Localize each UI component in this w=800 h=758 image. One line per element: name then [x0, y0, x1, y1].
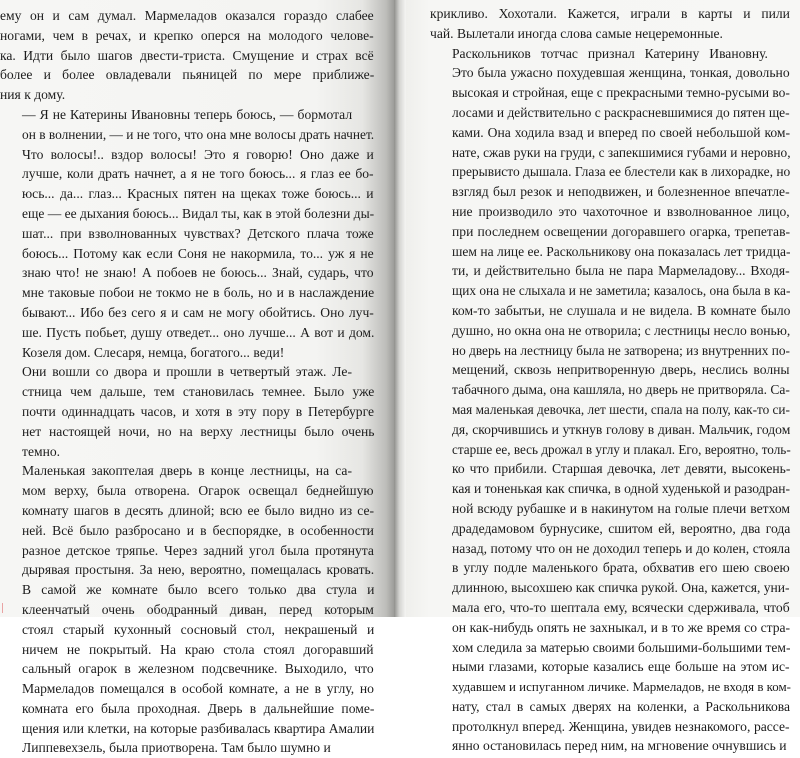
text-line: шем на лице ее. Раскольникову она показалась лет тридца- [452, 243, 791, 259]
text-line: шат... при взволнованных чувствах? Детского плача тоже [22, 225, 374, 241]
text-line: — Я не Катерины Ивановны теперь боюсь, — бормотал [22, 106, 353, 122]
text-line: разное детское тряпье. Через задний угол была протянута [22, 542, 374, 558]
text-line: мала его, что-то шептала ему, всячески сдерживала, чтоб [452, 599, 790, 615]
text-line: сальный огарок в железном подсвечнике. Выходило, что [22, 661, 374, 677]
text-line: ка. Идти было шагов двести-триста. Смущение и страх всё [0, 47, 374, 63]
text-line: юсь... да... глаз... Красных пятен на щеках тоже боюсь... и [22, 186, 374, 202]
text-line: ней. Всё было разбросано и в беспорядке, в особенности [22, 522, 374, 538]
text-line: прерывисто дышала. Глаза ее блестели как в лихорадке, но [452, 164, 791, 180]
text-line: мещений, сквозь непритворенную дверь, неслись волны [452, 362, 790, 378]
text-line: В самой же комнате было всего только два стула и [22, 582, 375, 598]
paragraph [0, 461, 374, 758]
text-line: мая маленькая девочка, лет шести, спала на полу, как-то си- [452, 401, 790, 417]
text-line: нет настоящей ночи, но на верху лестницы было очень [22, 423, 375, 439]
text-line: мом верху, была отворена. Огарок освещал беднейшую [22, 483, 374, 499]
paragraph [430, 4, 790, 44]
text-line: табачного дыма, она кашляла, но дверь не притворяла. Са- [452, 382, 790, 398]
text-line: ком-то забытьи, не слушала и не видела. В комнате было [452, 302, 791, 318]
text-line: щих она не слыхала и не заметила; казалось, она была в ка- [452, 283, 791, 299]
text-line: темно. [22, 443, 61, 459]
page-edge-mark [2, 603, 9, 613]
text-line: ными глазами, которые казались еще больше на этом ис- [452, 659, 790, 675]
text-line: высокая и стройная, еще с прекрасными темно-русыми во- [452, 85, 790, 101]
text-line: комната его была проходная. Дверь в дальнейшие поме- [22, 700, 375, 716]
text-line: он в волнении, — и не того, что она мне волосы драть начнет. [22, 126, 375, 142]
text-line: взгляд был резок и неподвижен, и болезненное впечатле- [452, 184, 790, 200]
text-line: худавшем и испуганном личике. Мармеладов, не входя в ком- [452, 679, 791, 695]
paragraph [0, 105, 374, 362]
text-line: комнату шагов в десять длиной; всю ее было видно из се- [22, 502, 375, 518]
text-line: Липпевехзель, была приотворена. Там было шумно и [22, 740, 331, 756]
text-line: знаю что! не знаю! А побоев не боюсь... Знай, сударь, что [22, 265, 374, 281]
text-line: хом следила за матерью своими большими-большими тем- [452, 639, 791, 655]
text-line: боюсь... Потому как если Соня не накормила, то... уж я не [22, 245, 374, 261]
text-line: нате, сжав руки на груди, с запекшимися губами и неровно, [452, 144, 791, 160]
paragraph [0, 6, 374, 105]
text-line: длинною, высохшею как спичка рукой. Она, кажется, уни- [452, 580, 790, 596]
text-line: клеенчатый очень ободранный диван, перед которым [22, 601, 374, 617]
text-line: более и более овладевали пьяницей по мере приближе- [0, 67, 375, 83]
text-line: ти, и действительно была не пара Мармеладову... Входя- [452, 263, 790, 279]
text-line: стница чем дальше, тем становилась темнее. Было уже [22, 384, 375, 400]
text-line: чай. Вылетали иногда слова самые нецеремонные. [430, 25, 723, 41]
text-line: в углу подле маленького брата, обхватив его шею своею [452, 560, 790, 576]
text-line: ния к дому. [0, 87, 66, 103]
text-line: Они вошли со двора и прошли в четвертый этаж. Ле- [22, 364, 352, 380]
text-line: Маленькая закоптелая дверь в конце лестницы, на са- [22, 463, 352, 479]
text-line: ками. Она ходила взад и вперед по своей небольшой ком- [452, 124, 791, 140]
text-line: крикливо. Хохотали. Кажется, играли в карты и пили [430, 6, 790, 21]
text-line: еще — ее дыхания боюсь... Видал ты, как в этой болезни ды- [22, 205, 375, 221]
text-line: назад, потому что он не доходил теперь и до колен, стояла [452, 540, 791, 556]
text-line: Раскольников тотчас признал Катерину Ивановну. [452, 45, 768, 61]
text-line: Что волосы!.. вздор волосы! Это я говорю! Оно даже и [22, 146, 374, 162]
book-gutter [394, 0, 406, 617]
text-line: ние производило это чахоточное и взволнованное лицо, [452, 203, 790, 219]
left-page [0, 0, 394, 756]
text-line: протолкнул вперед. Женщина, увидев незнакомого, рассе- [452, 718, 790, 734]
text-line: он как-нибудь опять не захныкал, и в то же время со стра- [452, 619, 791, 635]
text-line: но дверь на лестницу была не затворена; из внутренних по- [452, 342, 790, 358]
text-line: старше ее, весь дрожал в углу и плакал. Его, вероятно, толь- [452, 441, 791, 457]
text-line: бывают... Ибо без сего я и сам не могу обойтись. Оно луч- [22, 304, 374, 320]
text-line: янно остановилась перед ним, на мгновение очнувшись и [452, 738, 787, 754]
text-line: душно, но окна она не отворила; с лестницы несло вонью, [452, 322, 791, 338]
text-line: ногами, чем в речах, и крепко оперся на молодого челове- [0, 27, 374, 43]
paragraph [430, 44, 790, 757]
text-line: кая и тоненькая как спичка, в одной худенькой и разодран- [452, 481, 790, 497]
text-line: Мармеладов помещался в особой комнате, а не в углу, но [22, 681, 374, 697]
right-page [406, 0, 800, 754]
text-line: ему он и сам думал. Мармеладов оказался гораздо слабее [0, 8, 374, 23]
text-line: щения или клетки, на которые разбивалась квартира Амалии [22, 720, 375, 736]
text-line: Это была ужасно похудевшая женщина, тонкая, довольно [452, 65, 790, 81]
text-line: стоял старый кухонный сосновый стол, некрашеный и [22, 621, 375, 637]
text-line: дя, скорчившись и уткнув голову в диван. Мальчик, годом [452, 421, 791, 437]
right-page-text [430, 4, 790, 756]
text-line: драдедамовом бурнусике, сшитом ей, вероятно, два года [452, 520, 791, 536]
paragraph [0, 362, 374, 461]
text-line: дырявая простыня. За нею, вероятно, помещалась кровать. [22, 562, 375, 578]
text-line: при последнем освещении догоравшего огарка, трепетав- [452, 223, 791, 239]
left-page-text [0, 6, 374, 758]
text-line: лосами и действительно с раскрасневшимися до пятен ще- [452, 104, 790, 120]
text-line: мне таковые побои не токмо не в боль, но и в наслаждение [22, 285, 375, 301]
text-line: ной всюду рубашке и в накинутом на голые плечи ветхом [452, 500, 790, 516]
text-line: ко что прибили. Старшая девочка, лет девяти, высокень- [452, 461, 791, 477]
text-line: нату, стал в самых дверях на коленки, а Раскольникова [452, 698, 791, 714]
text-line: лучше, коли драть начнет, а я не того боюсь... я глаз ее бо- [22, 166, 374, 182]
text-line: ничем не покрытый. На краю стола стоял догоравший [22, 641, 374, 657]
text-line: ше. Пусть побьет, душу отведет... оно лучше... А вот и дом. [22, 324, 375, 340]
text-line: Козеля дом. Слесаря, немца, богатого... веди! [22, 344, 285, 360]
text-line: почти одиннадцать часов, и хотя в эту пору в Петербурге [22, 403, 375, 419]
